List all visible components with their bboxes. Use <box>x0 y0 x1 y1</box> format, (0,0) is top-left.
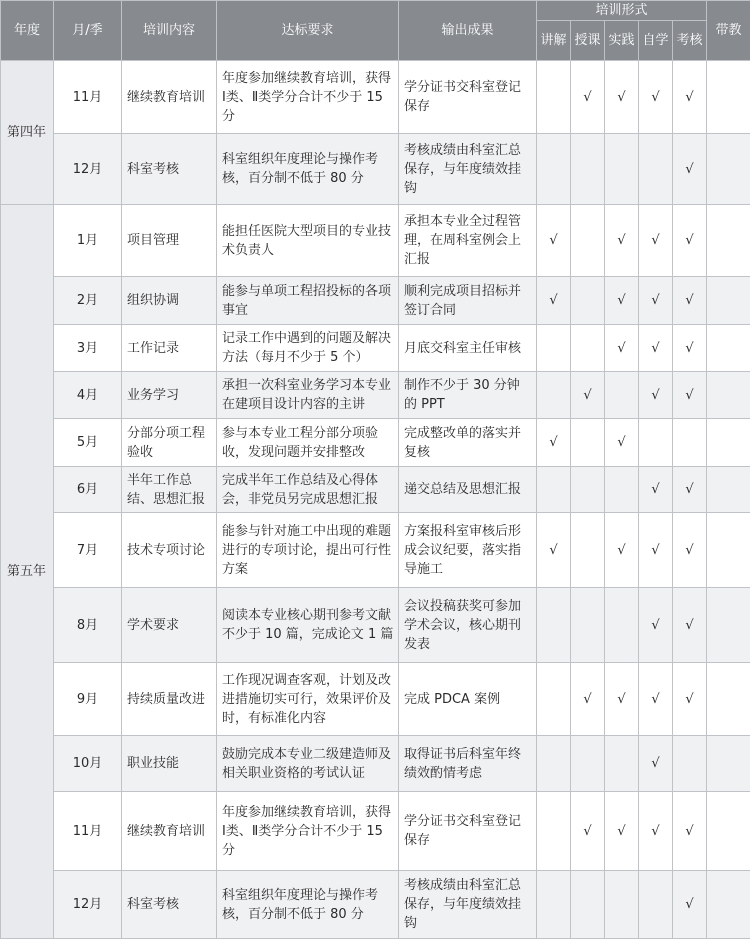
check-teaching <box>571 372 605 419</box>
check-mark-icon: √ <box>617 691 626 707</box>
mentor-cell <box>707 871 750 939</box>
check-mark-icon: √ <box>617 340 626 356</box>
check-practice <box>605 792 639 871</box>
check-self-study <box>639 871 673 939</box>
content-cell: 分部分项工程验收 <box>122 419 217 467</box>
check-mark-icon: √ <box>651 233 660 248</box>
check-self-study <box>639 467 673 513</box>
check-assessment <box>673 205 707 277</box>
check-mark-icon: √ <box>617 435 626 450</box>
check-mark-icon: √ <box>685 617 694 633</box>
content-cell: 继续教育培训 <box>122 61 217 134</box>
mentor-cell <box>707 372 750 419</box>
check-practice <box>605 588 639 663</box>
check-mark-icon: √ <box>583 387 592 403</box>
check-teaching <box>571 277 605 325</box>
check-mark-icon: √ <box>617 89 626 105</box>
check-mark-icon: √ <box>651 482 660 497</box>
check-teaching <box>571 467 605 513</box>
check-lecture <box>537 736 571 792</box>
check-assessment <box>673 736 707 792</box>
check-mark-icon: √ <box>583 691 592 707</box>
check-assessment <box>673 419 707 467</box>
month-cell: 8月 <box>54 588 122 663</box>
check-practice <box>605 736 639 792</box>
month-cell: 4月 <box>54 372 122 419</box>
output-cell: 制作不少于 30 分钟的 PPT <box>399 372 537 419</box>
header-format-assessment: 考核 <box>673 21 707 61</box>
table-row <box>1 277 750 325</box>
check-teaching <box>571 792 605 871</box>
table-row <box>1 663 750 736</box>
header-format-group: 培训形式 <box>537 1 707 21</box>
check-mark-icon: √ <box>685 233 694 248</box>
table-row <box>1 736 750 792</box>
requirement-cell: 年度参加继续教育培训，获得Ⅰ类、Ⅱ类学分合计不少于 15 分 <box>217 61 399 134</box>
check-mark-icon: √ <box>583 89 592 105</box>
mentor-cell <box>707 513 750 588</box>
requirement-cell: 科室组织年度理论与操作考核，百分制不低于 80 分 <box>217 134 399 205</box>
header-format-practice: 实践 <box>605 21 639 61</box>
check-teaching <box>571 736 605 792</box>
check-self-study <box>639 325 673 372</box>
check-assessment <box>673 513 707 588</box>
check-teaching <box>571 871 605 939</box>
check-mark-icon: √ <box>617 233 626 248</box>
check-mark-icon: √ <box>617 823 626 839</box>
requirement-cell: 能担任医院大型项目的专业技术负责人 <box>217 205 399 277</box>
output-cell: 会议投稿获奖可参加学术会议，核心期刊发表 <box>399 588 537 663</box>
check-self-study <box>639 792 673 871</box>
header-month: 月/季 <box>54 1 122 61</box>
requirement-cell: 科室组织年度理论与操作考核，百分制不低于 80 分 <box>217 871 399 939</box>
month-cell: 7月 <box>54 513 122 588</box>
month-cell: 12月 <box>54 871 122 939</box>
check-practice <box>605 513 639 588</box>
header-year: 年度 <box>1 1 54 61</box>
header-format-lecture: 讲解 <box>537 21 571 61</box>
check-lecture <box>537 205 571 277</box>
check-mark-icon: √ <box>651 387 660 403</box>
table-row <box>1 372 750 419</box>
table-body <box>1 61 750 939</box>
check-lecture <box>537 372 571 419</box>
requirement-cell: 完成半年工作总结及心得体会，非党员另完成思想汇报 <box>217 467 399 513</box>
check-mark-icon: √ <box>549 542 558 558</box>
check-mark-icon: √ <box>651 340 660 356</box>
mentor-cell <box>707 277 750 325</box>
month-cell: 2月 <box>54 277 122 325</box>
month-cell: 10月 <box>54 736 122 792</box>
check-lecture <box>537 134 571 205</box>
check-mark-icon: √ <box>549 293 558 308</box>
check-practice <box>605 419 639 467</box>
header-content: 培训内容 <box>122 1 217 61</box>
year-cell: 第五年 <box>1 205 54 939</box>
table-row <box>1 792 750 871</box>
check-practice <box>605 277 639 325</box>
check-lecture <box>537 871 571 939</box>
check-self-study <box>639 663 673 736</box>
output-cell: 学分证书交科室登记保存 <box>399 61 537 134</box>
content-cell: 工作记录 <box>122 325 217 372</box>
mentor-cell <box>707 663 750 736</box>
check-mark-icon: √ <box>583 823 592 839</box>
check-mark-icon: √ <box>685 897 694 912</box>
mentor-cell <box>707 205 750 277</box>
output-cell: 考核成绩由科室汇总保存，与年度绩效挂钩 <box>399 134 537 205</box>
check-assessment <box>673 372 707 419</box>
check-mark-icon: √ <box>617 293 626 308</box>
check-assessment <box>673 467 707 513</box>
check-teaching <box>571 588 605 663</box>
check-mark-icon: √ <box>651 542 660 558</box>
check-mark-icon: √ <box>651 691 660 707</box>
check-assessment <box>673 134 707 205</box>
check-mark-icon: √ <box>685 691 694 707</box>
table-row <box>1 61 750 134</box>
check-self-study <box>639 277 673 325</box>
check-mark-icon: √ <box>651 617 660 633</box>
requirement-cell: 记录工作中遇到的问题及解决方法（每月不少于 5 个） <box>217 325 399 372</box>
check-self-study <box>639 372 673 419</box>
requirement-cell: 能参与针对施工中出现的难题进行的专项讨论，提出可行性方案 <box>217 513 399 588</box>
check-lecture <box>537 513 571 588</box>
check-assessment <box>673 588 707 663</box>
month-cell: 12月 <box>54 134 122 205</box>
table-row <box>1 588 750 663</box>
check-assessment <box>673 277 707 325</box>
check-mark-icon: √ <box>651 756 660 771</box>
requirement-cell: 工作现况调查客观，计划及改进措施切实可行，效果评价及时，有标准化内容 <box>217 663 399 736</box>
mentor-cell <box>707 61 750 134</box>
requirement-cell: 能参与单项工程招投标的各项事宜 <box>217 277 399 325</box>
month-cell: 1月 <box>54 205 122 277</box>
check-self-study <box>639 419 673 467</box>
mentor-cell <box>707 467 750 513</box>
table-row <box>1 871 750 939</box>
table-row <box>1 513 750 588</box>
check-practice <box>605 871 639 939</box>
content-cell: 业务学习 <box>122 372 217 419</box>
table-row <box>1 467 750 513</box>
check-self-study <box>639 134 673 205</box>
check-teaching <box>571 419 605 467</box>
check-lecture <box>537 467 571 513</box>
check-practice <box>605 134 639 205</box>
content-cell: 持续质量改进 <box>122 663 217 736</box>
output-cell: 学分证书交科室登记保存 <box>399 792 537 871</box>
mentor-cell <box>707 419 750 467</box>
check-self-study <box>639 588 673 663</box>
requirement-cell: 参与本专业工程分部分项验收，发现问题并安排整改 <box>217 419 399 467</box>
check-assessment <box>673 871 707 939</box>
check-teaching <box>571 325 605 372</box>
mentor-cell <box>707 134 750 205</box>
check-practice <box>605 663 639 736</box>
year-cell: 第四年 <box>1 61 54 205</box>
check-practice <box>605 61 639 134</box>
requirement-cell: 鼓励完成本专业二级建造师及相关职业资格的考试认证 <box>217 736 399 792</box>
check-mark-icon: √ <box>685 823 694 839</box>
check-lecture <box>537 588 571 663</box>
table-header <box>1 1 750 61</box>
content-cell: 科室考核 <box>122 871 217 939</box>
mentor-cell <box>707 736 750 792</box>
header-format-teaching: 授课 <box>571 21 605 61</box>
requirement-cell: 阅读本专业核心期刊参考文献不少于 10 篇，完成论文 1 篇 <box>217 588 399 663</box>
check-mark-icon: √ <box>651 293 660 308</box>
check-mark-icon: √ <box>685 293 694 308</box>
mentor-cell <box>707 325 750 372</box>
check-mark-icon: √ <box>685 161 694 177</box>
check-practice <box>605 325 639 372</box>
output-cell: 承担本专业全过程管理，在周科室例会上汇报 <box>399 205 537 277</box>
table-row <box>1 205 750 277</box>
check-assessment <box>673 792 707 871</box>
check-lecture <box>537 325 571 372</box>
output-cell: 月底交科室主任审核 <box>399 325 537 372</box>
check-self-study <box>639 205 673 277</box>
check-mark-icon: √ <box>617 542 626 558</box>
check-practice <box>605 467 639 513</box>
check-self-study <box>639 736 673 792</box>
header-mentor: 带教 <box>707 1 750 61</box>
month-cell: 9月 <box>54 663 122 736</box>
output-cell: 完成整改单的落实并复核 <box>399 419 537 467</box>
content-cell: 科室考核 <box>122 134 217 205</box>
output-cell: 取得证书后科室年终绩效酌情考虑 <box>399 736 537 792</box>
content-cell: 学术要求 <box>122 588 217 663</box>
check-teaching <box>571 134 605 205</box>
month-cell: 11月 <box>54 61 122 134</box>
check-lecture <box>537 663 571 736</box>
check-self-study <box>639 513 673 588</box>
check-teaching <box>571 61 605 134</box>
check-lecture <box>537 419 571 467</box>
requirement-cell: 承担一次科室业务学习本专业在建项目设计内容的主讲 <box>217 372 399 419</box>
output-cell: 完成 PDCA 案例 <box>399 663 537 736</box>
check-teaching <box>571 663 605 736</box>
month-cell: 5月 <box>54 419 122 467</box>
header-requirement: 达标要求 <box>217 1 399 61</box>
output-cell: 考核成绩由科室汇总保存，与年度绩效挂钩 <box>399 871 537 939</box>
check-mark-icon: √ <box>685 542 694 558</box>
check-assessment <box>673 663 707 736</box>
requirement-cell: 年度参加继续教育培训，获得Ⅰ类、Ⅱ类学分合计不少于 15 分 <box>217 792 399 871</box>
check-mark-icon: √ <box>549 435 558 450</box>
check-lecture <box>537 61 571 134</box>
month-cell: 6月 <box>54 467 122 513</box>
output-cell: 递交总结及思想汇报 <box>399 467 537 513</box>
check-lecture <box>537 277 571 325</box>
check-mark-icon: √ <box>685 89 694 105</box>
check-mark-icon: √ <box>549 233 558 248</box>
content-cell: 组织协调 <box>122 277 217 325</box>
content-cell: 职业技能 <box>122 736 217 792</box>
mentor-cell <box>707 588 750 663</box>
check-self-study <box>639 61 673 134</box>
content-cell: 继续教育培训 <box>122 792 217 871</box>
check-practice <box>605 372 639 419</box>
output-cell: 顺利完成项目招标并签订合同 <box>399 277 537 325</box>
month-cell: 3月 <box>54 325 122 372</box>
table-row <box>1 419 750 467</box>
content-cell: 半年工作总结、思想汇报 <box>122 467 217 513</box>
content-cell: 技术专项讨论 <box>122 513 217 588</box>
header-format-self-study: 自学 <box>639 21 673 61</box>
check-teaching <box>571 205 605 277</box>
check-lecture <box>537 792 571 871</box>
check-teaching <box>571 513 605 588</box>
check-mark-icon: √ <box>651 89 660 105</box>
content-cell: 项目管理 <box>122 205 217 277</box>
month-cell: 11月 <box>54 792 122 871</box>
check-mark-icon: √ <box>685 482 694 497</box>
check-assessment <box>673 325 707 372</box>
table-row <box>1 325 750 372</box>
header-output: 输出成果 <box>399 1 537 61</box>
check-mark-icon: √ <box>685 340 694 356</box>
output-cell: 方案报科室审核后形成会议纪要，落实指导施工 <box>399 513 537 588</box>
check-assessment <box>673 61 707 134</box>
check-mark-icon: √ <box>685 387 694 403</box>
table-row <box>1 134 750 205</box>
mentor-cell <box>707 792 750 871</box>
check-mark-icon: √ <box>651 823 660 839</box>
check-practice <box>605 205 639 277</box>
